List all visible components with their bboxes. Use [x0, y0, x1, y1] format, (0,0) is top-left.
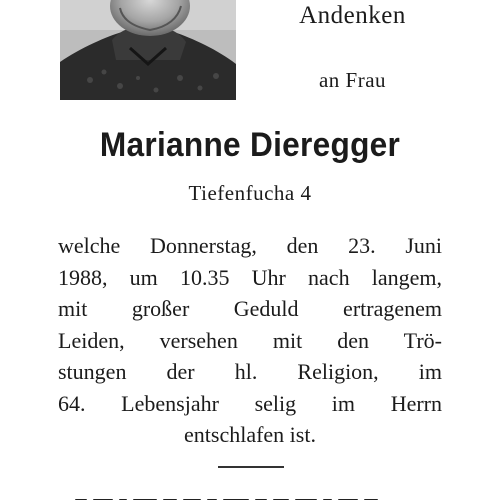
heading-an-frau: an Frau	[318, 68, 387, 92]
obituary-line: 64. Lebensjahr selig im Herrn	[58, 390, 442, 416]
obituary-line: stungen der hl. Religion, im	[58, 359, 442, 384]
portrait-photo	[60, 0, 236, 100]
obituary-text	[58, 230, 442, 451]
obituary-line: entschlafen ist.	[184, 422, 316, 447]
obituary-line: Leiden, versehen mit den Trö-	[58, 327, 442, 353]
divider-rule	[218, 466, 284, 468]
obituary-line: mit großer Geduld ertragenem	[58, 296, 442, 321]
address: Tiefenfucha 4	[188, 181, 312, 205]
cropped-text-line	[75, 490, 405, 500]
obituary-line: 1988, um 10.35 Uhr nach langem,	[58, 264, 442, 290]
obituary-line: welche Donnerstag, den 23. Juni	[58, 233, 442, 258]
deceased-name: Marianne Dieregger	[99, 126, 401, 164]
heading-andenken: Andenken	[299, 2, 406, 29]
